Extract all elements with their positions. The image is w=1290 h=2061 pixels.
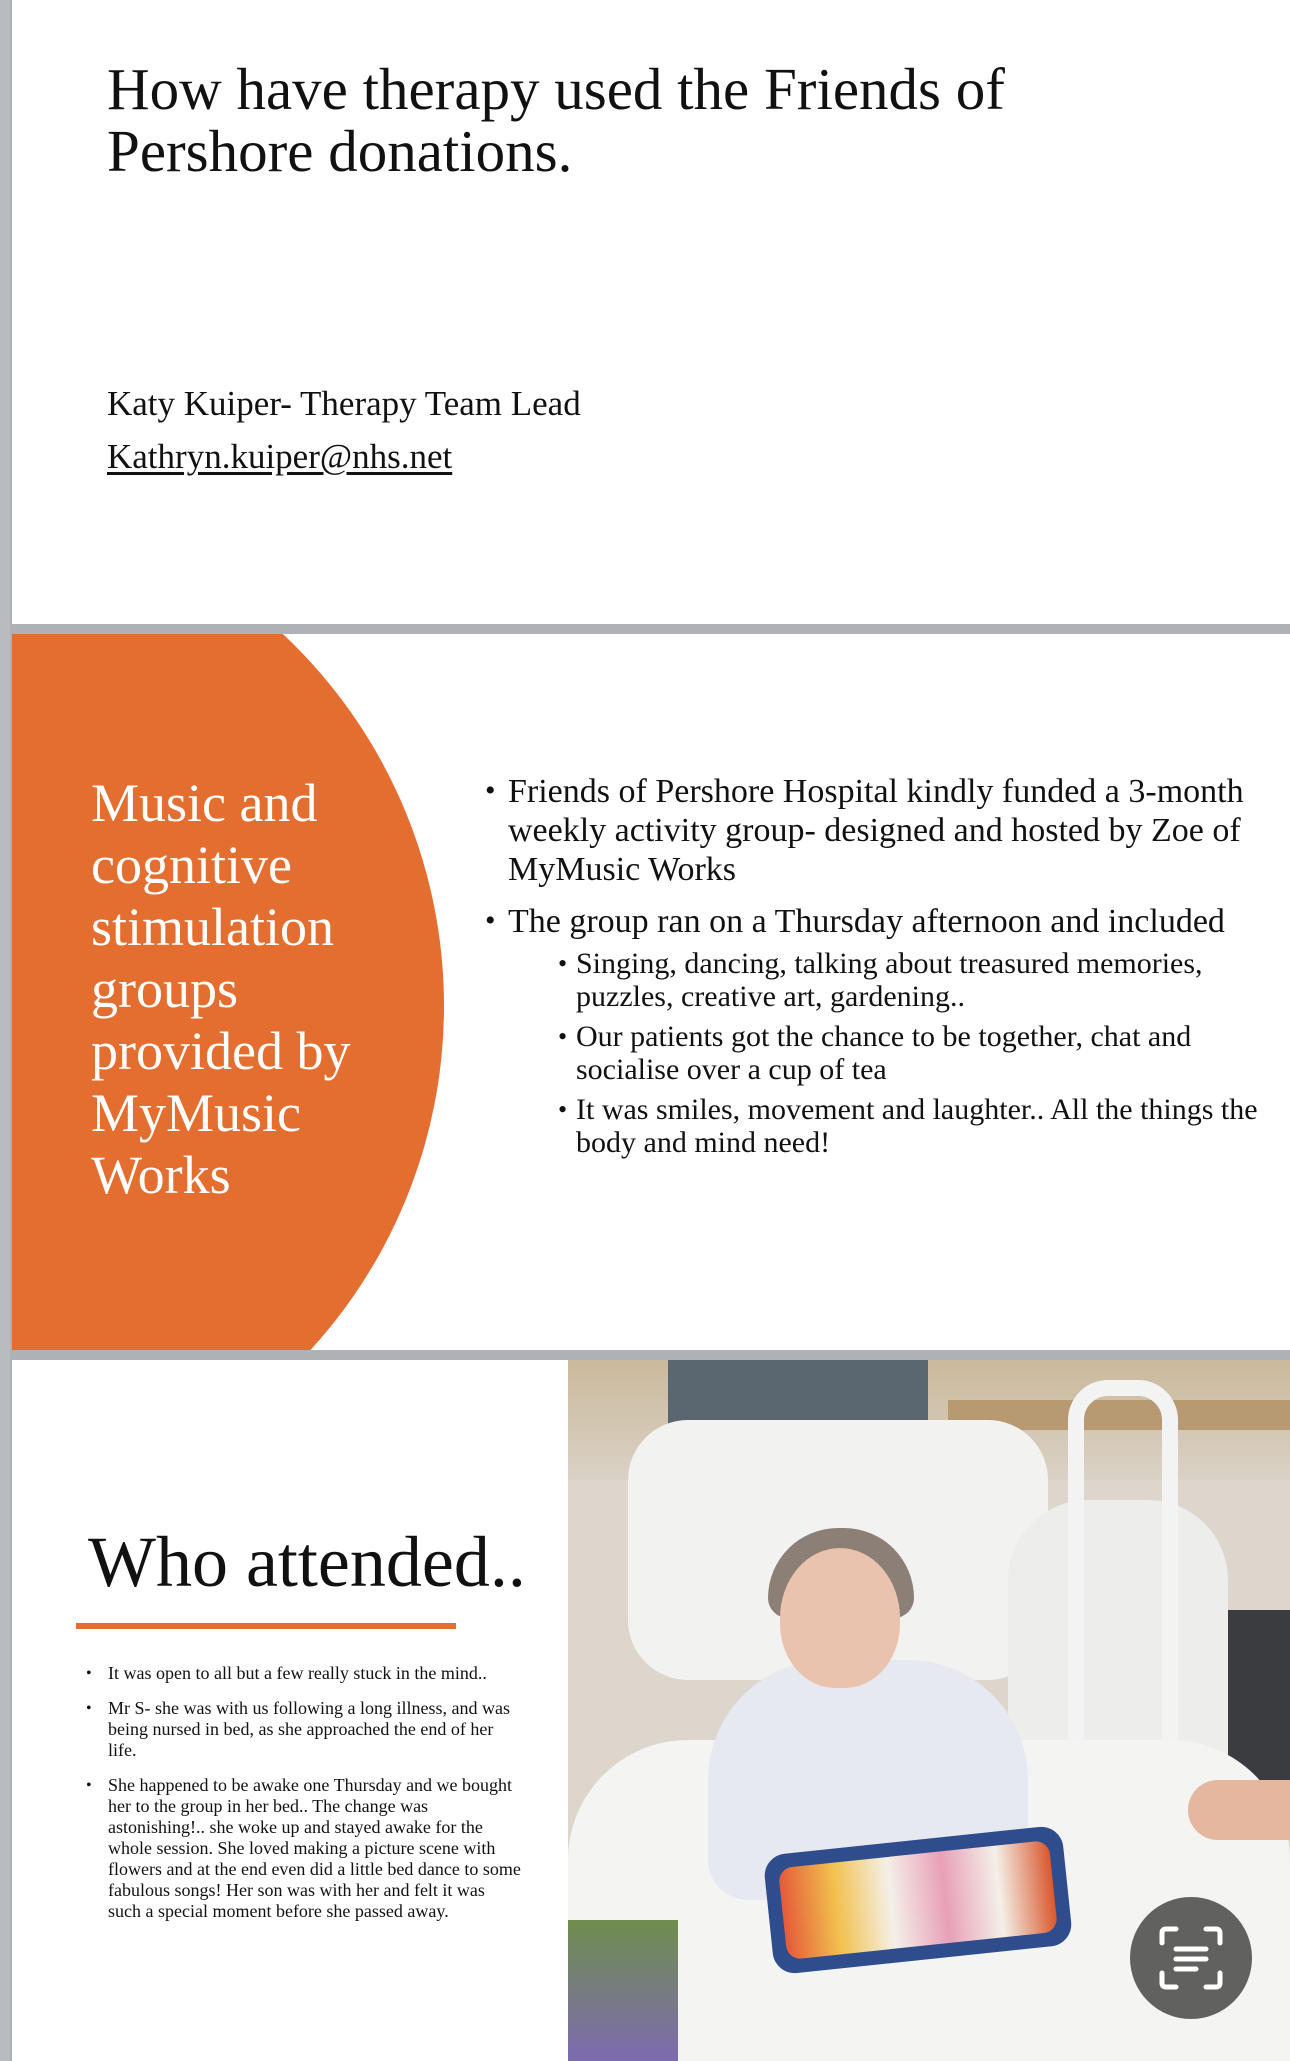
bullet-item-with-subs (482, 902, 1262, 1159)
email-link[interactable]: Kathryn.kuiper@nhs.net (107, 437, 453, 476)
text-scan-icon (1156, 1923, 1226, 1993)
photo-face (780, 1548, 900, 1688)
presenter-name: Katy Kuiper- Therapy Team Lead (107, 384, 581, 423)
photo-bluebell-picture (568, 1920, 678, 2061)
bullet-list (82, 1663, 522, 1936)
sub-bullet-item: • Singing, dancing, talking about treasured memories, puzzles, creative art, gardening.. (556, 947, 1262, 1013)
sub-bullet-item: • Our patients got the chance to be together, chat and socialise over a cup of tea (556, 1020, 1262, 1086)
left-edge (0, 0, 10, 2061)
bullet-item: • It was open to all but a few really stuck in the mind.. (82, 1663, 522, 1684)
text-scan-button[interactable] (1130, 1897, 1252, 2019)
slide-2 (12, 634, 1290, 1350)
photo-flower-collage (778, 1840, 1058, 1960)
bullet-list (482, 772, 1262, 1172)
bullet-text: The group ran on a Thursday afternoon and included (508, 903, 1225, 940)
slide-title: How have therapy used the Friends of Pershore donations. (107, 56, 1005, 184)
sub-bullet-list (556, 947, 1262, 1159)
slide-title: Who attended.. (88, 1522, 526, 1602)
bullet-item: • Mr S- she was with us following a long illness, and was being nursed in bed, as she approached the end of her life. (82, 1698, 522, 1761)
slide-3 (12, 1360, 1290, 2061)
title-underline (76, 1623, 456, 1629)
bullet-item: • She happened to be awake one Thursday and we bought her to the group in her bed.. The change was astonishing!.. she woke up and stayed awake for the whole session. She loved making a picture scene with flowers and at the end even did a little bed dance to some fabulous songs! Her son was with her and felt it was such a special moment before she passed away. (82, 1775, 522, 1922)
slide-1 (12, 0, 1290, 624)
bullet-item: • Friends of Pershore Hospital kindly funded a 3-month weekly activity group- designed and hosted by Zoe of MyMusic Works (482, 772, 1262, 889)
section-heading: Music and cognitive stimulation groups provided by MyMusic Works (91, 773, 351, 1205)
sub-bullet-item: • It was smiles, movement and laughter.. All the things the body and mind need! (556, 1093, 1262, 1159)
photo-hand (1188, 1780, 1290, 1840)
